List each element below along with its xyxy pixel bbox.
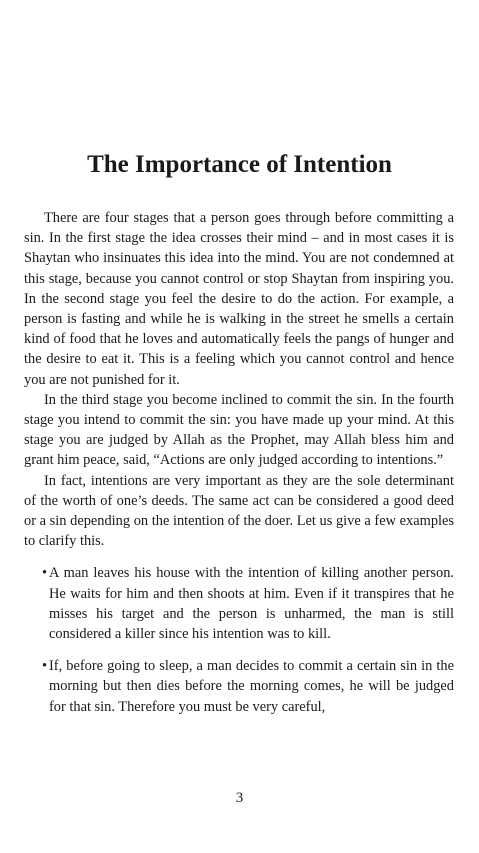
paragraph-intentions: In fact, intentions are very important as they are the sole determinant of the worth of one’s deeds. The same act can be considered a good deed or a sin depending on the intention of the doer. Let us give a few examples to clarify this.	[24, 472, 454, 550]
section-gap	[24, 551, 454, 563]
paragraph-stages-one-two: There are four stages that a person goes through before committing a sin. In the first stage the idea crosses their mind – and in most cases it is Shaytan who insinuates this idea into the mind. You are not condemned at this stage, because you cannot control or stop Shaytan from inspiring you. In the second stage you feel the desire to do the action. For example, a person is fasting and while he is walking in the street he smells a certain kind of food that he loves and automatically feels the pangs of hunger and the desire to eat it. This is a feeling which you cannot control and hence you are not punished for it.	[24, 210, 454, 388]
examples-list	[24, 563, 454, 716]
list-item	[24, 656, 454, 717]
list-item-text: If, before going to sleep, a man decides to commit a certain sin in the morning but then dies before the morning comes, he will be judged for that sin. Therefore you must be very careful,	[49, 658, 454, 715]
list-item	[24, 563, 454, 644]
bullet-icon: •	[42, 658, 48, 675]
bullet-icon: •	[42, 565, 48, 582]
paragraph-stages-three-four: In the third stage you become inclined to commit the sin. In the fourth stage you intend to commit the sin: you have made up your mind. At this stage you are judged by Allah as the Prophet, may Allah bless him and grant him peace, said, “Actions are only judged according to intentions.”	[24, 391, 454, 469]
page-body	[24, 208, 454, 729]
page-number: 3	[235, 790, 244, 806]
chapter-title: The Importance of Intention	[87, 151, 392, 178]
list-item-text: A man leaves his house with the intention of killing another person. He waits for him and then shoots at him. Even if it transpires that he misses his target and the person is unharmed, the man is still considered a killer since his intention was to kill.	[49, 565, 454, 643]
